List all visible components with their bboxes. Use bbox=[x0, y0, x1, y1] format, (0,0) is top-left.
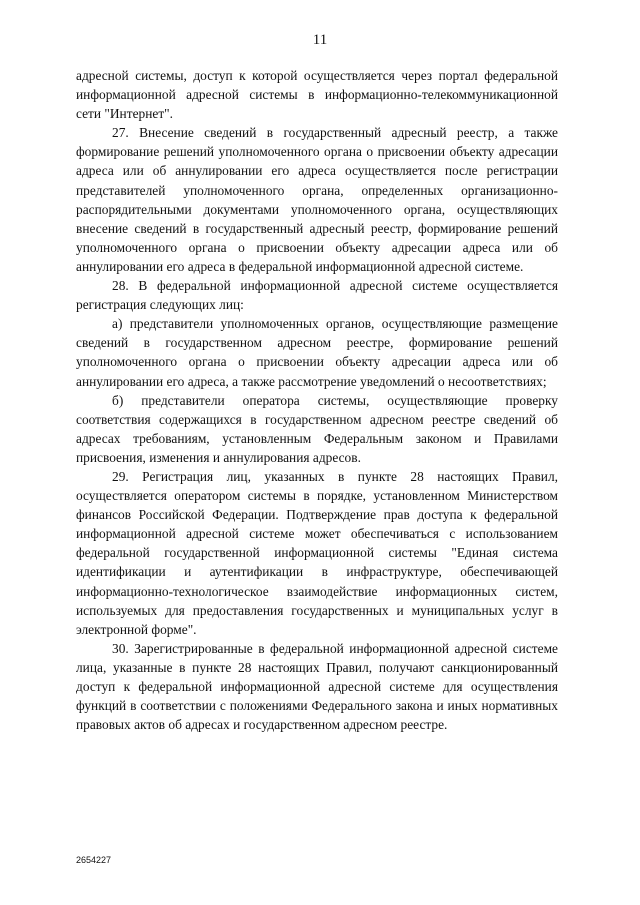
paragraph-28: 28. В федеральной информационной адресной системе осуществляется регистрация следующих лиц: bbox=[76, 278, 558, 313]
paragraph-29: 29. Регистрация лиц, указанных в пункте 28 настоящих Правил, осуществляется оператором системы в порядке, установленном Министерством финансов Российской Федерации. Подтверждение прав доступа к федеральной информационной адресной системе может обеспечиваться с использованием федеральной государственной информационной системы "Единая система идентификации и аутентификации в инфраструктуре, обеспечивающей информационно-технологическое взаимодействие информационных систем, используемых для предоставления государственных и муниципальных услуг в электронной форме". bbox=[76, 468, 558, 637]
page-number: 11 bbox=[312, 32, 328, 48]
paragraph-28-a: а) представители уполномоченных органов, осуществляющие размещение сведений в государственном адресном реестре, формирование решений уполномоченного органа о присвоении объекту адресации адреса или об аннулировании его адреса, а также рассмотрение уведомлений о несоответствиях; bbox=[76, 316, 558, 389]
paragraph-continuation: адресной системы, доступ к которой осуществляется через портал федеральной информационной адресной системы в информационно-телекоммуникационной сети "Интернет". bbox=[76, 68, 558, 122]
paragraph-30: 30. Зарегистрированные в федеральной информационной адресной системе лица, указанные в пункте 28 настоящих Правил, получают санкционированный доступ к федеральной информационной адресной системе для осуществления функций в соответствии с положениями Федерального закона и иных нормативных правовых актов об адресах и государственном адресном реестре. bbox=[76, 640, 558, 733]
document-body bbox=[76, 66, 558, 734]
document-id: 2654227 bbox=[76, 855, 112, 865]
paragraph-28-b: б) представители оператора системы, осуществляющие проверку соответствия содержащихся в государственном адресном реестре сведений об адресах требованиям, установленным Федеральным законом и Правилами присвоения, изменения и аннулирования адресов. bbox=[76, 392, 558, 465]
paragraph-27: 27. Внесение сведений в государственный адресный реестр, а также формирование решений уполномоченного органа о присвоении объекту адресации адреса или об аннулировании его адреса осуществляется после регистрации представителей уполномоченного органа, определенных организационно-распорядительными документами уполномоченного органа, осуществляющих внесение сведений в государственный адресный реестр, формирование решений уполномоченного органа о присвоении объекту адресации адреса или об аннулировании его адреса в федеральной информационной адресной системе. bbox=[76, 125, 558, 274]
